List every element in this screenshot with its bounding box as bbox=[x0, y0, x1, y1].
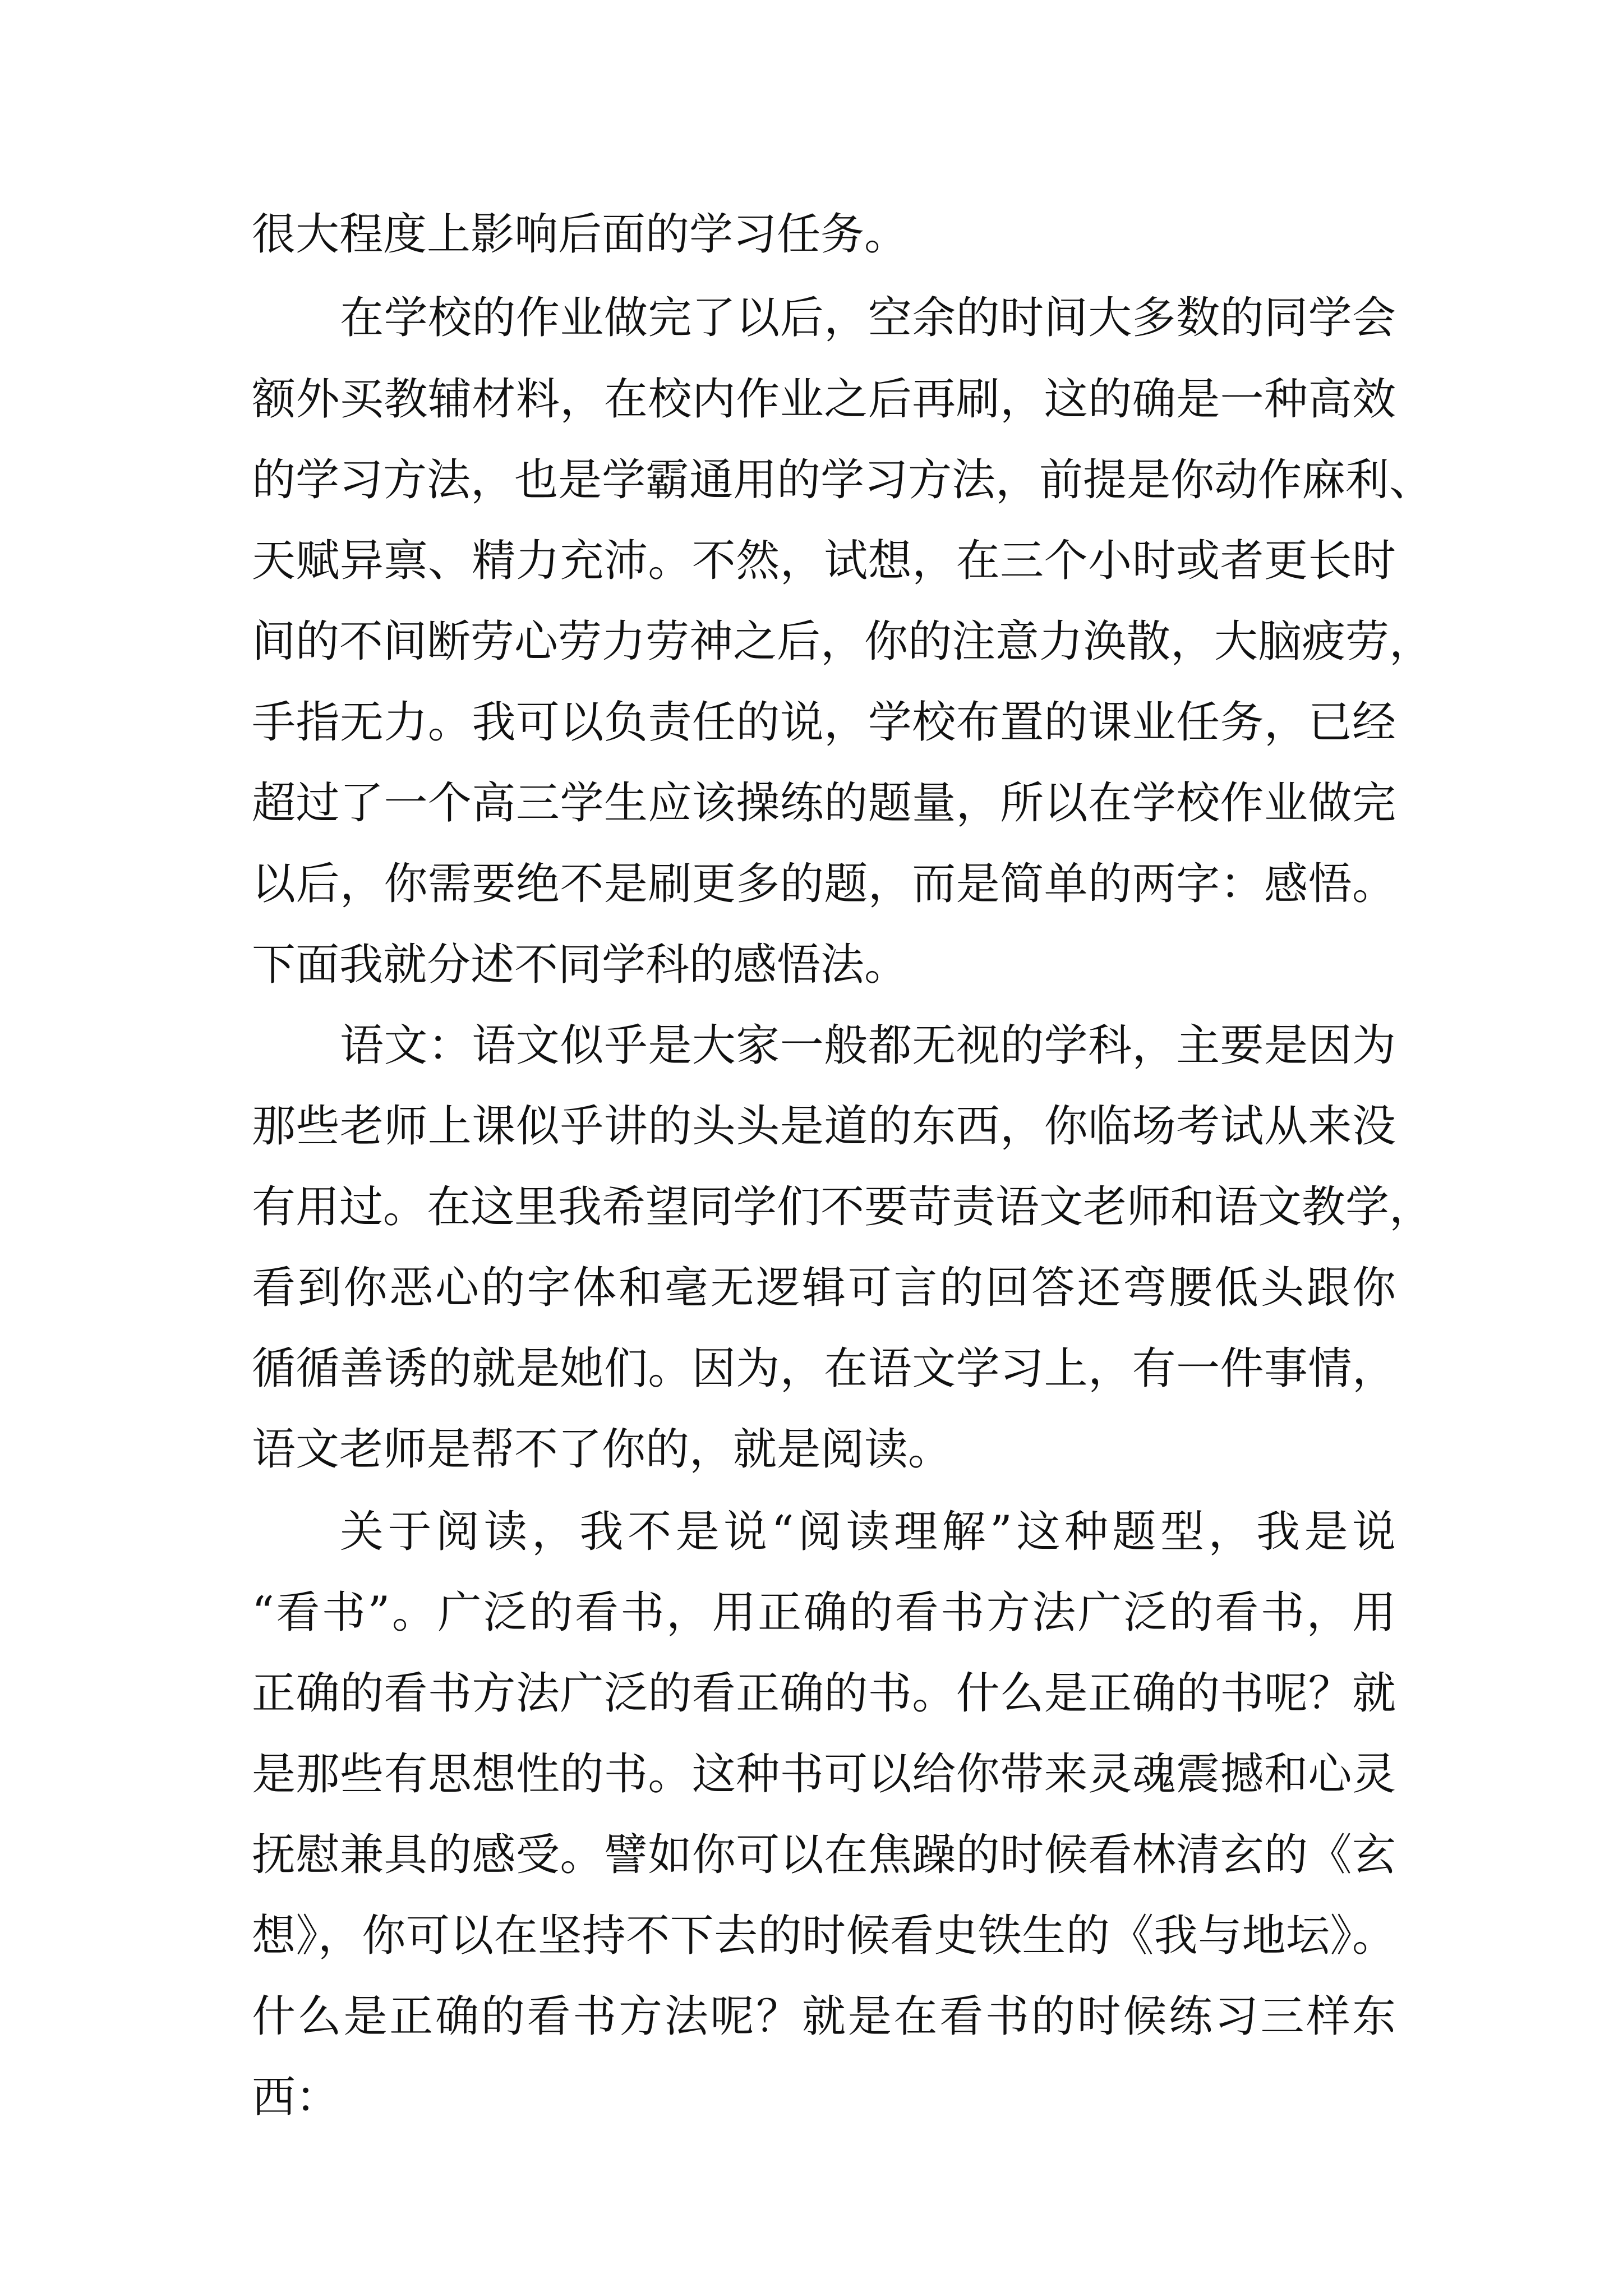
text-line-15: 循循善诱的就是她们。因为，在语文学习上，有一件事情， bbox=[252, 1343, 1396, 1394]
text-line-7: 手指无力。我可以负责任的说，学校布置的课业任务，已经 bbox=[252, 697, 1396, 748]
text-line-8: 超过了一个高三学生应该操练的题量，所以在学校作业做完 bbox=[252, 778, 1396, 829]
text-line-10: 下面我就分述不同学科的感悟法。 bbox=[252, 940, 909, 990]
text-line-13: 有用过。在这里我希望同学们不要苛责语文老师和语文教学， bbox=[252, 1182, 1433, 1232]
text-line-16: 语文老师是帮不了你的，就是阅读。 bbox=[252, 1424, 952, 1475]
text-line-20: 是那些有思想性的书。这种书可以给你带来灵魂震撼和心灵 bbox=[252, 1749, 1396, 1800]
text-line-22: 想》，你可以在坚持不下去的时候看史铁生的《我与地坛》。 bbox=[252, 1911, 1396, 1961]
text-line-1: 很大程度上影响后面的学习任务。 bbox=[252, 209, 909, 260]
text-line-11: 语文：语文似乎是大家一般都无视的学科，主要是因为 bbox=[340, 1020, 1396, 1071]
text-line-5: 天赋异禀、精力充沛。不然，试想，在三个小时或者更长时 bbox=[252, 536, 1396, 586]
text-line-9: 以后，你需要绝不是刷更多的题，而是简单的两字：感悟。 bbox=[252, 859, 1396, 909]
text-line-18: “看书”。广泛的看书，用正确的看书方法广泛的看书，用 bbox=[252, 1588, 1396, 1638]
text-line-21: 抚慰兼具的感受。譬如你可以在焦躁的时候看林清玄的《玄 bbox=[252, 1830, 1396, 1880]
text-line-14: 看到你恶心的字体和毫无逻辑可言的回答还弯腰低头跟你 bbox=[252, 1263, 1396, 1313]
text-line-6: 间的不间断劳心劳力劳神之后，你的注意力涣散，大脑疲劳， bbox=[252, 616, 1433, 667]
text-line-12: 那些老师上课似乎讲的头头是道的东西，你临场考试从来没 bbox=[252, 1101, 1396, 1152]
text-line-17: 关于阅读，我不是说“阅读理解”这种题型，我是说 bbox=[340, 1507, 1396, 1557]
text-line-19: 正确的看书方法广泛的看正确的书。什么是正确的书呢？就 bbox=[252, 1668, 1396, 1719]
text-line-2: 在学校的作业做完了以后，空余的时间大多数的同学会 bbox=[340, 293, 1396, 343]
text-line-24: 西： bbox=[252, 2072, 340, 2123]
text-line-3: 额外买教辅材料，在校内作业之后再刷，这的确是一种高效 bbox=[252, 374, 1396, 425]
text-line-23: 什么是正确的看书方法呢？就是在看书的时候练习三样东 bbox=[252, 1991, 1396, 2042]
text-line-4: 的学习方法，也是学霸通用的学习方法，前提是你动作麻利、 bbox=[252, 455, 1433, 505]
